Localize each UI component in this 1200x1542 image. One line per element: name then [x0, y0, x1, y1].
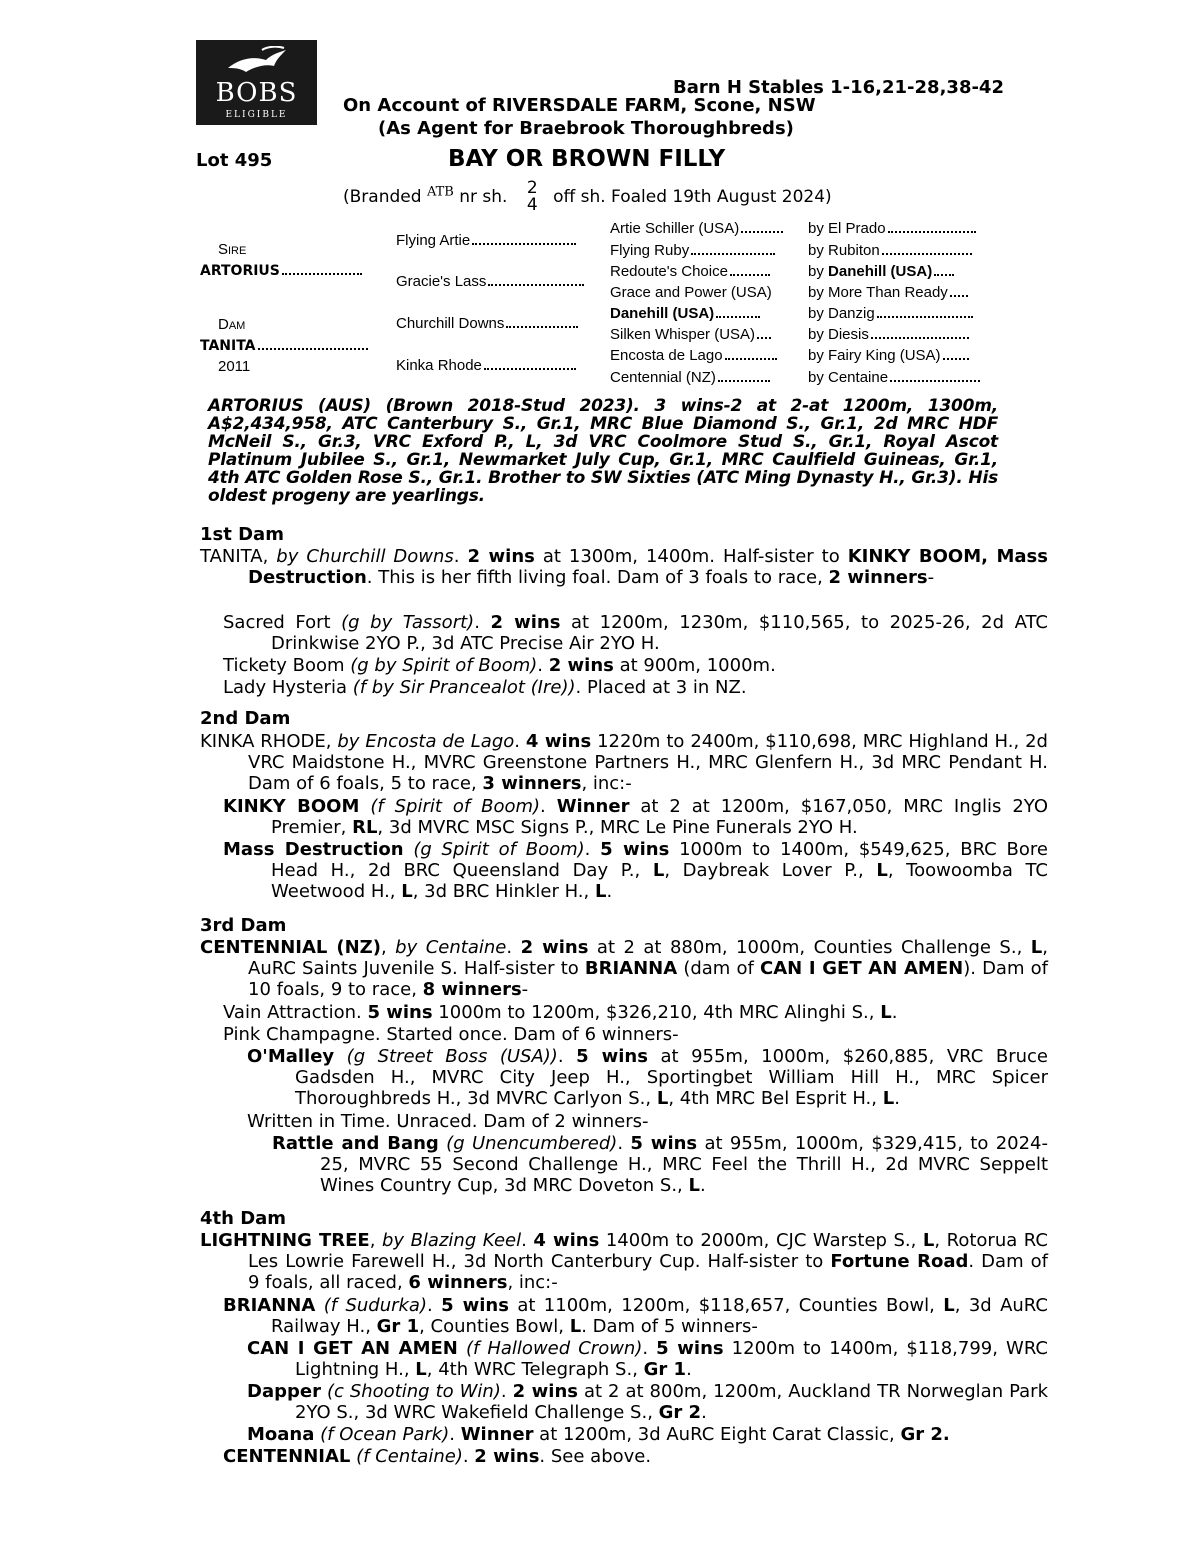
sire-dam: Gracie's Lass — [396, 273, 584, 290]
gg-3-by: by Danehill (USA) — [808, 263, 954, 280]
dam-1-foal-3: Lady Hysteria (f by Sir Prancealot (Ire)). Placed at 3 in NZ. — [223, 677, 747, 698]
dam-2-entry: KINKA RHODE, by Encosta de Lago. 4 wins 1220m to 2400m, $110,698, MRC Highland H., 2d VRC Maidstone H., MVRC Greenstone Partners H., MRC Glenfern H., 3d MRC Pendant H. Dam of 6 foals, 5 to race, 3 winners, inc:- — [200, 731, 1048, 794]
dam-4-grandfoal-3: Moana (f Ocean Park). Winner at 1200m, 3d AuRC Eight Carat Classic, Gr 2. — [247, 1424, 950, 1445]
dam-4-foal-1: BRIANNA (f Sudurka). 5 wins at 1100m, 1200m, $118,657, Counties Bowl, L, 3d AuRC Railway H., Gr 1, Counties Bowl, L. Dam of 5 winners- — [223, 1295, 1048, 1337]
bobs-eligible-logo — [196, 40, 317, 125]
section-1st-dam: 1st Dam — [200, 524, 284, 545]
brand-mid: nr sh. — [459, 187, 508, 207]
sire-summary: ARTORIUS (AUS) (Brown 2018-Stud 2023). 3 wins-2 at 2-at 1200m, 1300m, A$2,434,958, ATC Canterbury S., Gr.1, MRC Blue Diamond S., Gr.1, 2d MRC HDF McNeil S., Gr.3, VRC Exford P., L, 3d VRC Coolmore Stud S., Gr.1, Royal Ascot Platinum Jubilee S., Gr.1, Newmarket July Cup, Gr.1, MRC Caulfield Guineas, Gr.1, 4th ATC Golden Rose S., Gr.1. Brother to SW Sixties (ATC Ming Dynasty H., Gr.3). His oldest progeny are yearlings. — [208, 396, 998, 506]
dam-4-foal-2: CENTENNIAL (f Centaine). 2 wins. See above. — [223, 1446, 652, 1467]
gg-2-by: by Rubiton — [808, 242, 972, 259]
brand-line — [343, 180, 832, 214]
dam-3-foal-1: Vain Attraction. 5 wins 1000m to 1200m, $326,210, 4th MRC Alinghi S., L. — [223, 1002, 898, 1023]
logo-name: BOBS — [215, 78, 298, 108]
gg-4: Grace and Power (USA) — [610, 284, 772, 301]
lot-number: Lot 495 — [196, 150, 273, 171]
dam-1-foal-2: Tickety Boom (g by Spirit of Boom). 2 wins at 900m, 1000m. — [223, 655, 776, 676]
gg-8: Centennial (NZ) — [610, 369, 770, 386]
lot-title: BAY OR BROWN FILLY — [448, 146, 726, 172]
barn-location: Barn H Stables 1-16,21-28,38-42 — [673, 77, 1004, 98]
dam-4-entry: LIGHTNING TREE, by Blazing Keel. 4 wins 1400m to 2000m, CJC Warstep S., L, Rotorua RC Les Lowrie Farewell H., 3d North Canterbury Cup. Half-sister to Fortune Road. Dam of 9 foals, all raced, 6 winners, inc:- — [200, 1230, 1048, 1293]
gg-6-by: by Diesis — [808, 326, 969, 343]
dam-1-foal-1: Sacred Fort (g by Tassort). 2 wins at 1200m, 1230m, $110,565, to 2025-26, 2d ATC Drinkwise 2YO P., 3d ATC Precise Air 2YO H. — [223, 612, 1048, 654]
gg-5-by: by Danzig — [808, 305, 973, 322]
gg-1-by: by El Prado — [808, 220, 976, 237]
dam-2-foal-1: KINKY BOOM (f Spirit of Boom). Winner at 2 at 1200m, $167,050, MRC Inglis 2YO Premier, RL, 3d MVRC MSC Signs P., MRC Le Pine Funerals 2YO H. — [223, 796, 1048, 838]
gg-1: Artie Schiller (USA) — [610, 220, 783, 237]
gg-7: Encosta de Lago — [610, 347, 777, 364]
gg-6: Silken Whisper (USA) — [610, 326, 771, 343]
dam-year: 2011 — [218, 358, 251, 375]
brand-fraction — [527, 180, 538, 214]
dam-3-foal-2: Pink Champagne. Started once. Dam of 6 winners- — [223, 1024, 679, 1045]
gg-4-by: by More Than Ready — [808, 284, 968, 301]
gg-8-by: by Centaine — [808, 369, 980, 386]
brand-prefix: (Branded — [343, 187, 422, 207]
agent-line: (As Agent for Braebrook Thoroughbreds) — [378, 118, 794, 139]
brand-num-bottom: 4 — [526, 195, 538, 215]
dam-3-entry: CENTENNIAL (NZ), by Centaine. 2 wins at 2 at 880m, 1000m, Counties Challenge S., L, AuRC Saints Juvenile S. Half-sister to BRIANNA (dam of CAN I GET AN AMEN). Dam of 10 foals, 9 to race, 8 winners- — [200, 937, 1048, 1000]
brand-suffix: off sh. Foaled 19th August 2024) — [553, 187, 832, 207]
dam-3-grandfoal-2: Rattle and Bang (g Unencumbered). 5 wins at 955m, 1000m, $329,415, to 2024-25, MVRC 55 Second Challenge H., MRC Feel the Thrill H., 2d MVRC Seppelt Wines Country Cup, 3d MRC Doveton S., L. — [272, 1133, 1048, 1196]
dam-3-foal-3: Written in Time. Unraced. Dam of 2 winners- — [247, 1111, 649, 1132]
vendor-account: On Account of RIVERSDALE FARM, Scone, NSW — [343, 95, 816, 116]
sire-sire: Flying Artie — [396, 232, 576, 249]
sire-label: Sire — [218, 241, 247, 258]
dam-4-grandfoal-2: Dapper (c Shooting to Win). 2 wins at 2 at 800m, 1200m, Auckland TR Norweglan Park 2YO S., 3d WRC Wakefield Challenge S., Gr 2. — [247, 1381, 1048, 1423]
dam-1-entry: TANITA, by Churchill Downs. 2 wins at 1300m, 1400m. Half-sister to KINKY BOOM, Mass Destruction. This is her fifth living foal. Dam of 3 foals to race, 2 winners- — [200, 546, 1048, 588]
logo-sub: ELIGIBLE — [225, 110, 288, 120]
gg-3: Redoute's Choice — [610, 263, 770, 280]
dam-3-grandfoal-1: O'Malley (g Street Boss (USA)). 5 wins at 955m, 1000m, $260,885, VRC Bruce Gadsden H., MVRC City Jeep H., Sportingbet William Hill H., MRC Spicer Thoroughbreds H., 3d MVRC Carlyon S., L, 4th MRC Bel Esprit H., L. — [247, 1046, 1048, 1109]
dam-dam: Kinka Rhode — [396, 357, 576, 374]
dam-4-grandfoal-1: CAN I GET AN AMEN (f Hallowed Crown). 5 wins 1200m to 1400m, $118,799, WRC Lightning H., L, 4th WRC Telegraph S., Gr 1. — [247, 1338, 1048, 1380]
dam-label: Dam — [218, 316, 246, 333]
dam-name: TANITA — [200, 338, 368, 354]
gg-5: Danehill (USA) — [610, 305, 760, 322]
brand-mark: ATB — [426, 184, 454, 200]
section-2nd-dam: 2nd Dam — [200, 708, 291, 729]
section-4th-dam: 4th Dam — [200, 1208, 287, 1229]
gg-2: Flying Ruby — [610, 242, 775, 259]
dam-2-foal-2: Mass Destruction (g Spirit of Boom). 5 wins 1000m to 1400m, $549,625, BRC Bore Head H., 2d BRC Queensland Day P., L, Daybreak Lover P., L, Toowoomba TC Weetwood H., L, 3d BRC Hinkler H., L. — [223, 839, 1048, 902]
horse-icon — [226, 46, 288, 76]
dam-sire: Churchill Downs — [396, 315, 578, 332]
brand-num-top: 2 — [526, 178, 538, 198]
section-3rd-dam: 3rd Dam — [200, 915, 287, 936]
sire-name: ARTORIUS — [200, 263, 362, 279]
gg-7-by: by Fairy King (USA) — [808, 347, 969, 364]
